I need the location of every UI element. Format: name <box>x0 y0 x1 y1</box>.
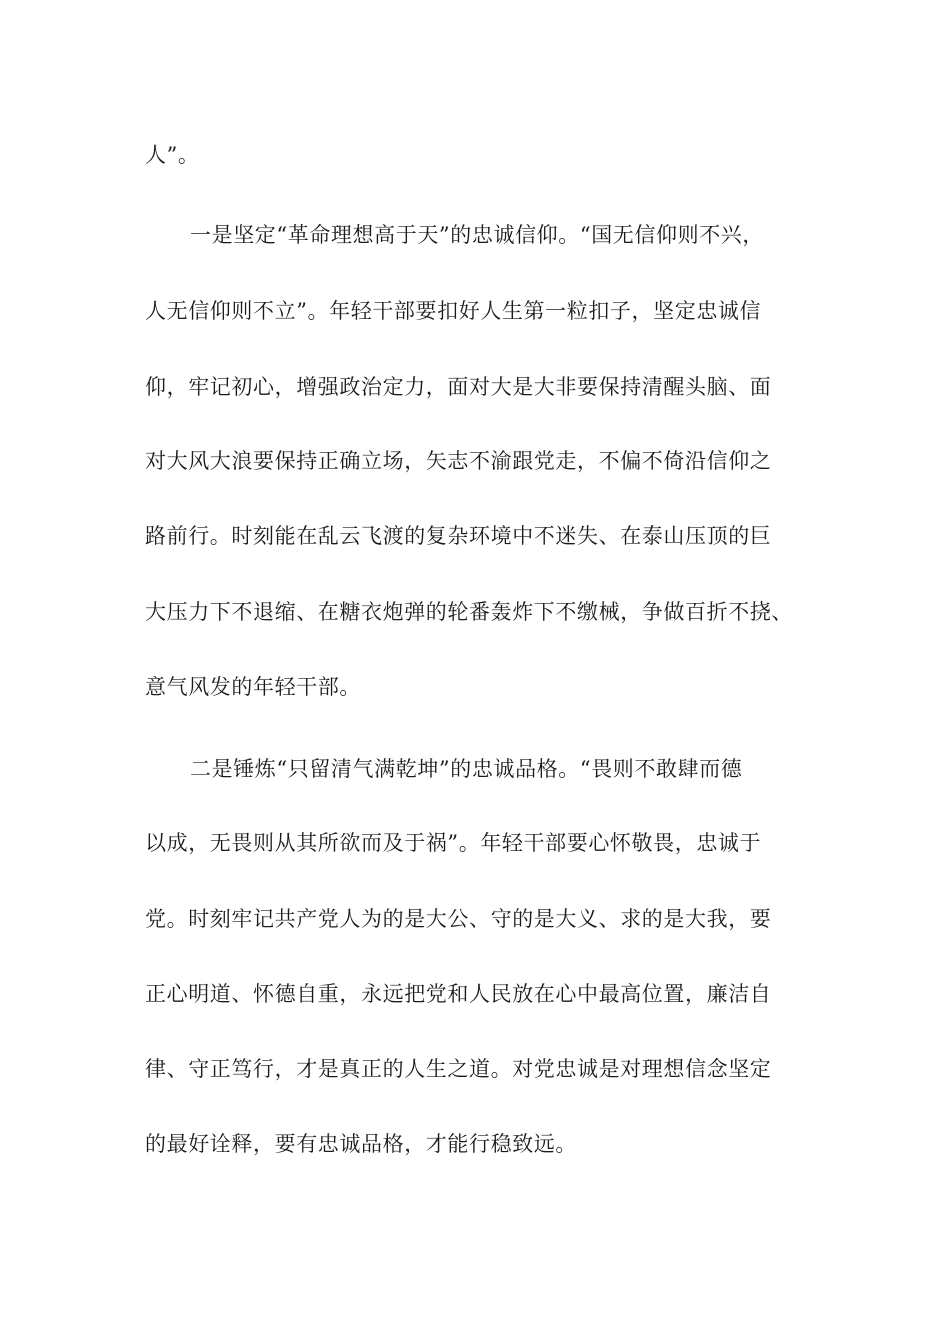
paragraph-line: 正心明道、怀德自重，永远把党和人民放在心中最高位置，廉洁自 <box>145 982 772 1006</box>
paragraph-line: 的最好诠释，要有忠诚品格，才能行稳致远。 <box>145 1132 577 1156</box>
paragraph-line: 路前行。时刻能在乱云飞渡的复杂环境中不迷失、在泰山压顶的巨 <box>145 524 772 548</box>
paragraph-line: 对大风大浪要保持正确立场，矢志不渝跟党走，不偏不倚沿信仰之 <box>145 449 772 473</box>
paragraph-line: 以成，无畏则从其所欲而及于祸”。年轻干部要心怀敬畏，忠诚于 <box>145 831 762 855</box>
paragraph-line: 仰，牢记初心，增强政治定力，面对大是大非要保持清醒头脑、面 <box>145 375 772 399</box>
paragraph-line: 大压力下不退缩、在糖衣炮弹的轮番轰炸下不缴械，争做百折不挠、 <box>145 600 793 624</box>
paragraph-line: 人无信仰则不立”。年轻干部要扣好人生第一粒扣子，坚定忠诚信 <box>145 299 762 323</box>
paragraph-line: 人”。 <box>145 143 200 167</box>
paragraph-line: 二是锤炼“只留清气满乾坤”的忠诚品格。“畏则不敢肆而德 <box>190 757 743 781</box>
paragraph-line: 党。时刻牢记共产党人为的是大公、守的是大义、求的是大我，要 <box>145 907 772 931</box>
paragraph-line: 律、守正笃行，才是真正的人生之道。对党忠诚是对理想信念坚定 <box>145 1057 772 1081</box>
paragraph-line: 意气风发的年轻干部。 <box>145 675 361 699</box>
paragraph-line: 一是坚定“革命理想高于天”的忠诚信仰。“国无信仰则不兴， <box>190 223 765 247</box>
